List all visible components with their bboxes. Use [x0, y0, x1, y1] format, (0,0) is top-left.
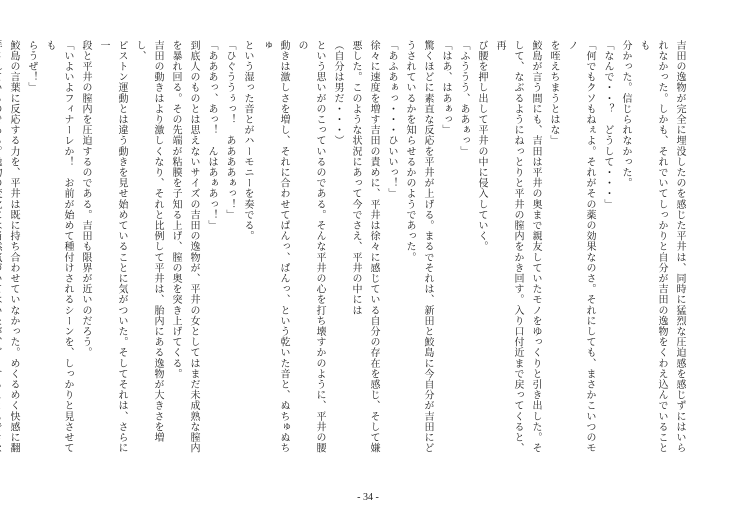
text-line: 「ふううう、ああぁっ」 [458, 40, 469, 157]
text-line: ピストン運動とは違う動きを見せ始めていることに気がついた。そしてそれは、さらに一 [98, 40, 127, 454]
text-line: 徐々に速度を増す吉田の責めに、平井は徐々に感じている自分の存在を感じ、そして嫌 [368, 40, 379, 454]
text-line: という思いがのこっているのである。そんな平井の心を打ち壊すかのように、平井の腰の [296, 40, 325, 454]
text-line: 「なんで・・？ どうして・・・」 [602, 40, 613, 210]
text-line: という湿った音とがハーモニーを奏でる。 [242, 40, 253, 242]
text-line: して、なぶるようにねっとりと平井の膣内をかき回す。入り口付近まで戻ってくると、再 [494, 40, 523, 454]
text-line: 「何でもクソもねぇよ。それがその薬の効果なのさ。それにしても、まさかこいつのモノ [566, 40, 595, 454]
text-line: うされているかを知らせるかのようであった。 [404, 40, 415, 263]
text-line: 段と平井の膣内を圧迫するのである。吉田も限界が近いのだろう。 [80, 40, 91, 358]
text-line: 「あふあぁっ・・・ひいいっ！」 [386, 40, 397, 199]
text-line: 動きは激しさを増し、それに合わせてぱんっ、ぱんっ、という乾いた音と、ぬちゅぬちゅ [260, 40, 289, 454]
text-line: 「ひぐううぅっ！ ああああぁっ！」 [224, 40, 235, 221]
page-number: - 34 - [357, 492, 379, 503]
text-line: （自分は男だ・・・） [332, 40, 343, 146]
text-line: 分かった。信じられなかった。 [620, 40, 631, 189]
text-line: 悪した。このような状況にあって今でさえ、平井の中には [350, 40, 361, 316]
text-line: らうぜ！」 [26, 40, 37, 93]
text-line: び腰を押し出して平井の中に侵入していく。 [476, 40, 487, 252]
text-line: 「あああっ、あっ！ んはあぁあっ！」 [206, 40, 217, 231]
text-line: 驚くほどに素直な反応を平井が上げる。まるでそれは、新田と鮫島に今自分が吉田にど [422, 40, 433, 454]
text-line: 「はあ、はあぁっ」 [440, 40, 451, 136]
text-line: を暴れ回る。その先端が粘膜を子知る上げ、膣の奥を突き上げてくる。 [170, 40, 181, 380]
text-line [0, 40, 4, 460]
text-line: 到底人のものとは思えないサイズの吉田の逸物が、平井の女としてはまだ未成熟な膣内 [188, 40, 199, 454]
text-line: 吉田の逸物が完全に埋没したのを感じた平井は、同時に猛烈な圧迫感を感じずにはいら [674, 40, 685, 454]
text-line: 鮫島の言葉に反応する力を、平井は既に持ち合わせていなかった。めくるめく快感に翻 [8, 40, 19, 454]
vertical-text-block [8, 40, 688, 460]
text-line: 吉田の動きはより激しくなり、それと比例して平井は、胎内にある逸物が大きさを増し、 [134, 40, 163, 443]
text-line: れなかった。しかも、それでいてしっかりと自分が吉田の逸物をくわえ込んでいることも [638, 40, 667, 454]
text-line: 「いよいよフィナーレか！ お前が始めて種付けされるシーンを、しっかりと見させても [44, 40, 73, 454]
text-line: 鮫島が言う間にも、吉田は平井の奥まで親友していたモノをゆっくりと引き出した。そ [530, 40, 541, 454]
text-line: を咥えちまうとはな」 [548, 40, 559, 146]
